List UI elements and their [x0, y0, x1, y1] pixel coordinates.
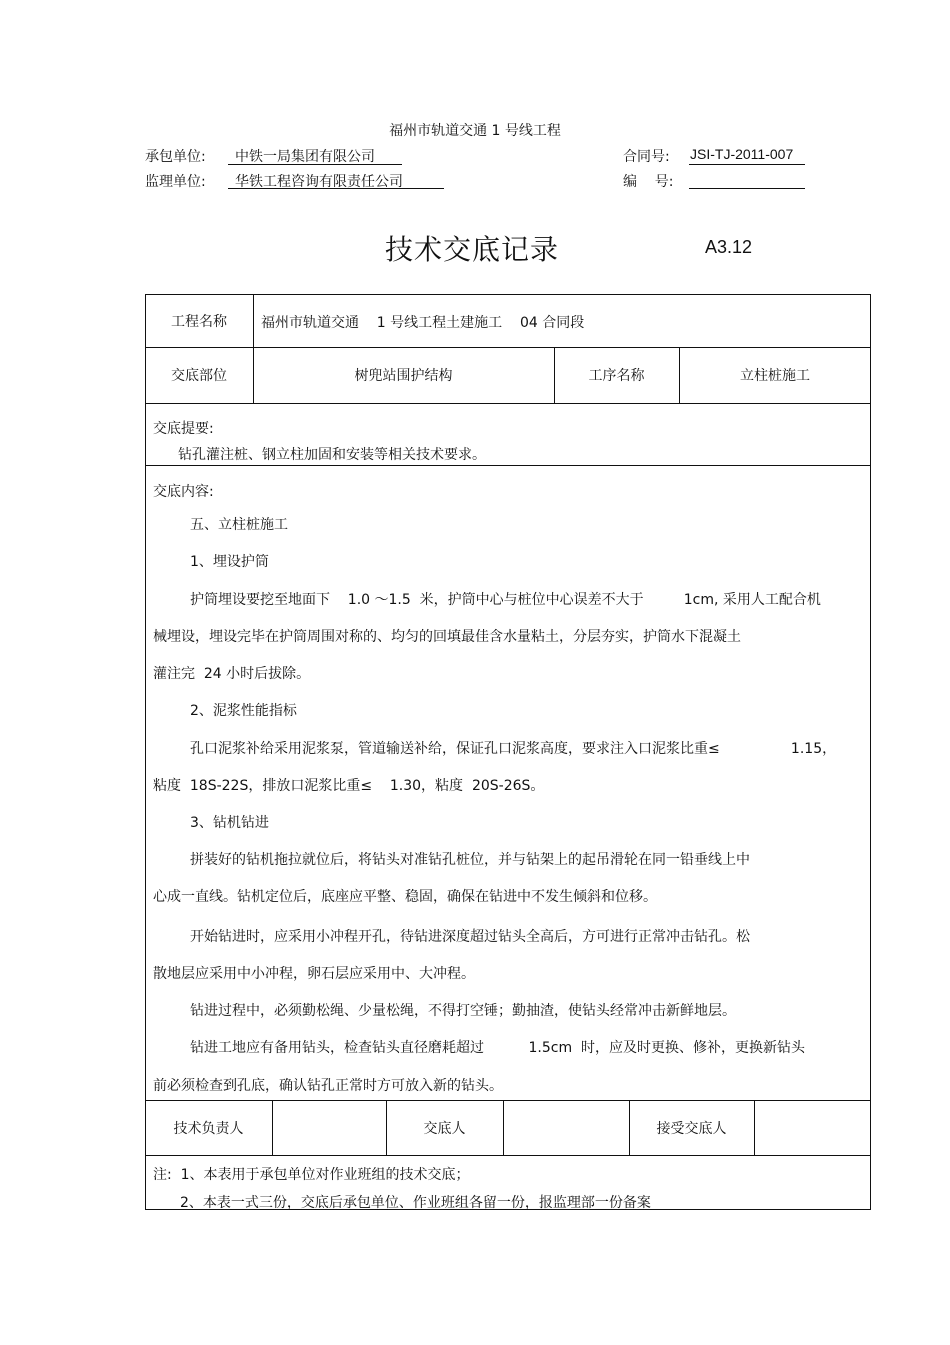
content-line: 护筒埋设要挖至地面下 1.0 ～1.5 米，护筒中心与桩位中心误差不大于 1cm, 采用人工配合机	[190, 592, 821, 608]
receiver-signature	[754, 1100, 871, 1155]
receiver-label: 接受交底人	[656, 1120, 727, 1137]
note-1: 注: 1、本表用于承包单位对作业班组的技术交底；	[153, 1167, 470, 1183]
part-value: 树兜站围护结构	[354, 368, 453, 384]
content-line: 3、钻机钻进	[190, 815, 269, 831]
contract-no-label: 合同号:	[623, 149, 670, 165]
discloser-signature	[503, 1100, 629, 1155]
content-line: 开始钻进时，应采用小冲程开孔，待钻进深度超过钻头全高后，方可进行正常冲击钻孔。松	[190, 929, 750, 945]
contractor-label: 承包单位:	[145, 149, 206, 165]
content-line: 钻进过程中，必须勤松绳、少量松绳，不得打空锤；勤抽渣，使钻头经常冲击新鲜地层。	[190, 1003, 736, 1019]
contract-no-value: JSI-TJ-2011-007	[690, 146, 794, 162]
supervisor-label: 监理单位:	[145, 174, 206, 190]
row-divider	[145, 465, 871, 466]
content-line: 散地层应采用中小冲程，卵石层应采用中、大冲程。	[153, 966, 475, 982]
summary-label: 交底提要:	[153, 421, 214, 437]
project-name-value: 福州市轨道交通 1 号线工程土建施工 04 合同段	[261, 315, 585, 331]
project-line: 福州市轨道交通 1 号线工程	[389, 123, 561, 139]
tech-lead-signature	[272, 1100, 386, 1155]
content-line: 心成一直线。钻机定位后，底座应平整、稳固，确保在钻进中不发生倾斜和位移。	[153, 889, 657, 905]
process-value: 立柱桩施工	[740, 368, 810, 384]
content-line: 五、立柱桩施工	[190, 517, 288, 533]
form-code: A3.12	[705, 237, 753, 257]
serial-no-underline	[689, 188, 805, 189]
contract-no-underline	[689, 164, 805, 165]
summary-text: 钻孔灌注桩、钢立柱加固和安装等相关技术要求。	[178, 447, 486, 463]
content-line: 孔口泥浆补给采用泥浆泵，管道输送补给，保证孔口泥浆高度，要求注入口泥浆比重≤ 1.15，	[190, 741, 837, 757]
serial-no-label: 编 号:	[623, 174, 674, 190]
supervisor-value: 华铁工程咨询有限责任公司	[235, 174, 403, 190]
content-line: 拼装好的钻机拖拉就位后，将钻头对准钻孔桩位，并与钻架上的起吊滑轮在同一铅垂线上中	[190, 852, 750, 868]
project-name-label: 工程名称	[171, 313, 227, 330]
tech-lead-label: 技术负责人	[173, 1120, 244, 1137]
contractor-underline	[228, 164, 402, 165]
content-label: 交底内容:	[153, 484, 214, 500]
content-line: 1、埋设护筒	[190, 554, 269, 570]
discloser-label: 交底人	[423, 1120, 466, 1137]
content-line: 2、泥浆性能指标	[190, 703, 297, 719]
process-label: 工序名称	[588, 368, 645, 384]
row-divider	[145, 1155, 871, 1156]
supervisor-underline	[228, 188, 444, 189]
document-title: 技术交底记录	[385, 233, 560, 266]
contractor-value: 中铁一局集团有限公司	[235, 149, 375, 165]
content-line: 前必须检查到孔底，确认钻孔正常时方可放入新的钻头。	[153, 1078, 503, 1094]
content-line: 灌注完 24 小时后拔除。	[153, 666, 311, 682]
note-2: 2、本表一式三份，交底后承包单位、作业班组各留一份，报监理部一份备案	[180, 1195, 651, 1211]
content-line: 粘度 18S-22S，排放口泥浆比重≤ 1.30，粘度 20S-26S。	[153, 778, 545, 794]
content-line: 钻进工地应有备用钻头，检查钻头直径磨耗超过 1.5cm 时，应及时更换、修补，更换新钻头	[190, 1040, 805, 1056]
row-divider	[145, 403, 871, 404]
part-label: 交底部位	[171, 368, 227, 384]
content-line: 械埋设，埋设完毕在护筒周围对称的、均匀的回填最佳含水量粘土，分层夯实，护筒水下混凝土	[153, 629, 741, 645]
